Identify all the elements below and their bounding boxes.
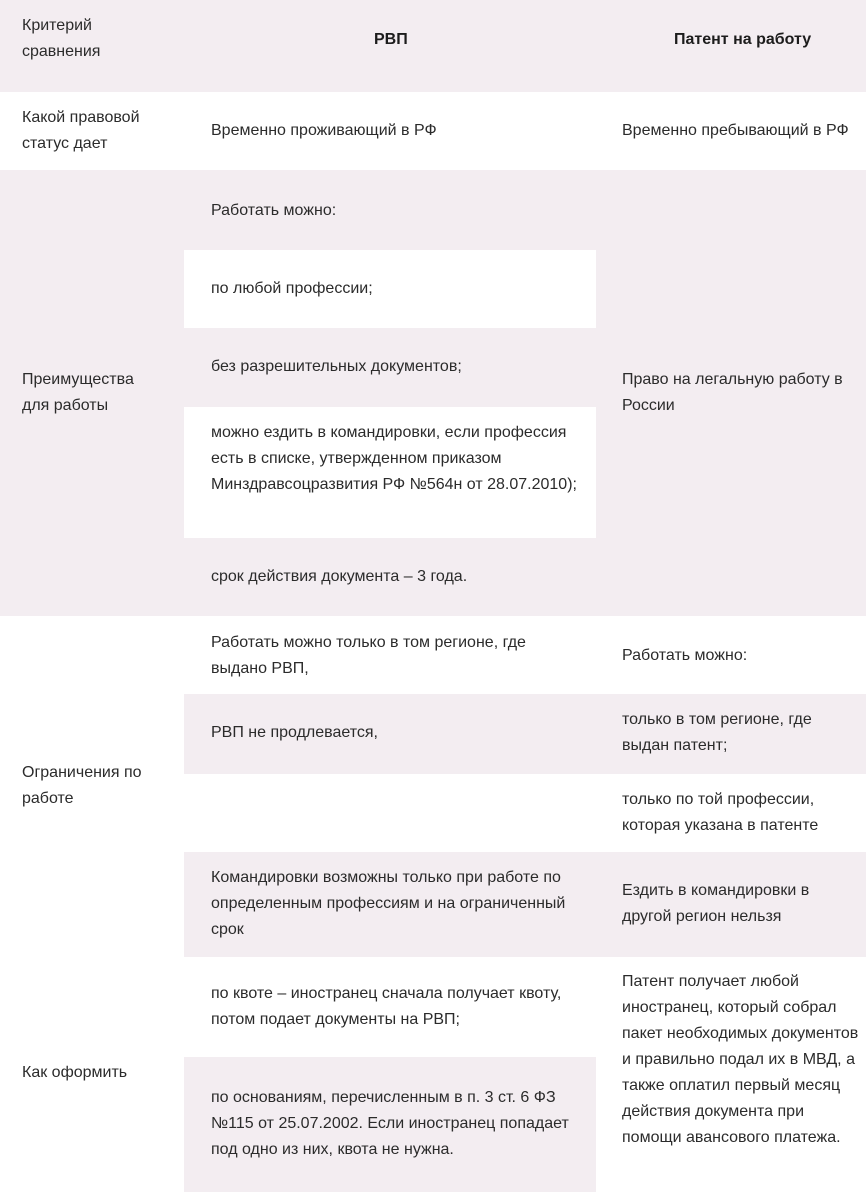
row-advantages-rvp-item: можно ездить в командировки, если профессия есть в списке, утвержденном приказом Минздравсоцразвития РФ №564н от 28.07.2010); bbox=[211, 424, 577, 493]
header-criterion: Критерий сравнения bbox=[22, 17, 101, 60]
row-status-criterion: Какой правовой статус дает bbox=[22, 109, 140, 152]
row-status-rvp: Временно проживающий в РФ bbox=[211, 122, 437, 139]
row-limits-rvp-item: Работать можно только в том регионе, где выдано РВП, bbox=[211, 634, 526, 677]
row-limits-rvp-item: РВП не продлевается, bbox=[211, 724, 378, 741]
row-advantages-rvp-item: по любой профессии; bbox=[211, 280, 373, 297]
row-howto-patent: Патент получает любой иностранец, который собрал пакет необходимых документов и правильно подал их в МВД, а также оплатил первый месяц действия документа при помощи авансового платежа. bbox=[622, 973, 859, 1146]
row-advantages-criterion: Преимущества для работы bbox=[22, 371, 134, 414]
row-limits-patent-item: только по той профессии, которая указана в патенте bbox=[622, 791, 819, 834]
row-advantages-rvp-item: без разрешительных документов; bbox=[211, 358, 462, 375]
row-advantages-rvp-item: срок действия документа – 3 года. bbox=[211, 568, 468, 585]
row-howto-criterion: Как оформить bbox=[22, 1064, 128, 1081]
row-advantages-rvp-item: Работать можно: bbox=[211, 202, 337, 219]
row-limits-patent-item: только в том регионе, где выдан патент; bbox=[622, 711, 812, 754]
row-status-patent: Временно пребывающий в РФ bbox=[622, 122, 849, 139]
row-advantages-patent: Право на легальную работу в России bbox=[622, 371, 843, 414]
row-limits-patent-item: Работать можно: bbox=[622, 647, 748, 664]
row-limits-rvp-item: Командировки возможны только при работе по определенным профессиям и на ограниченный срок bbox=[211, 869, 566, 938]
row-limits-criterion: Ограничения по работе bbox=[22, 764, 142, 807]
header-patent: Патент на работу bbox=[674, 31, 812, 48]
row-limits-patent-item: Ездить в командировки в другой регион нельзя bbox=[622, 882, 810, 925]
row-howto-rvp-item: по квоте – иностранец сначала получает квоту, потом подает документы на РВП; bbox=[211, 985, 562, 1028]
header-rvp: РВП bbox=[374, 31, 408, 48]
row-howto-rvp-item: по основаниям, перечисленным в п. 3 ст. 6 ФЗ №115 от 25.07.2002. Если иностранец попадает под одно из них, квота не нужна. bbox=[211, 1089, 569, 1158]
